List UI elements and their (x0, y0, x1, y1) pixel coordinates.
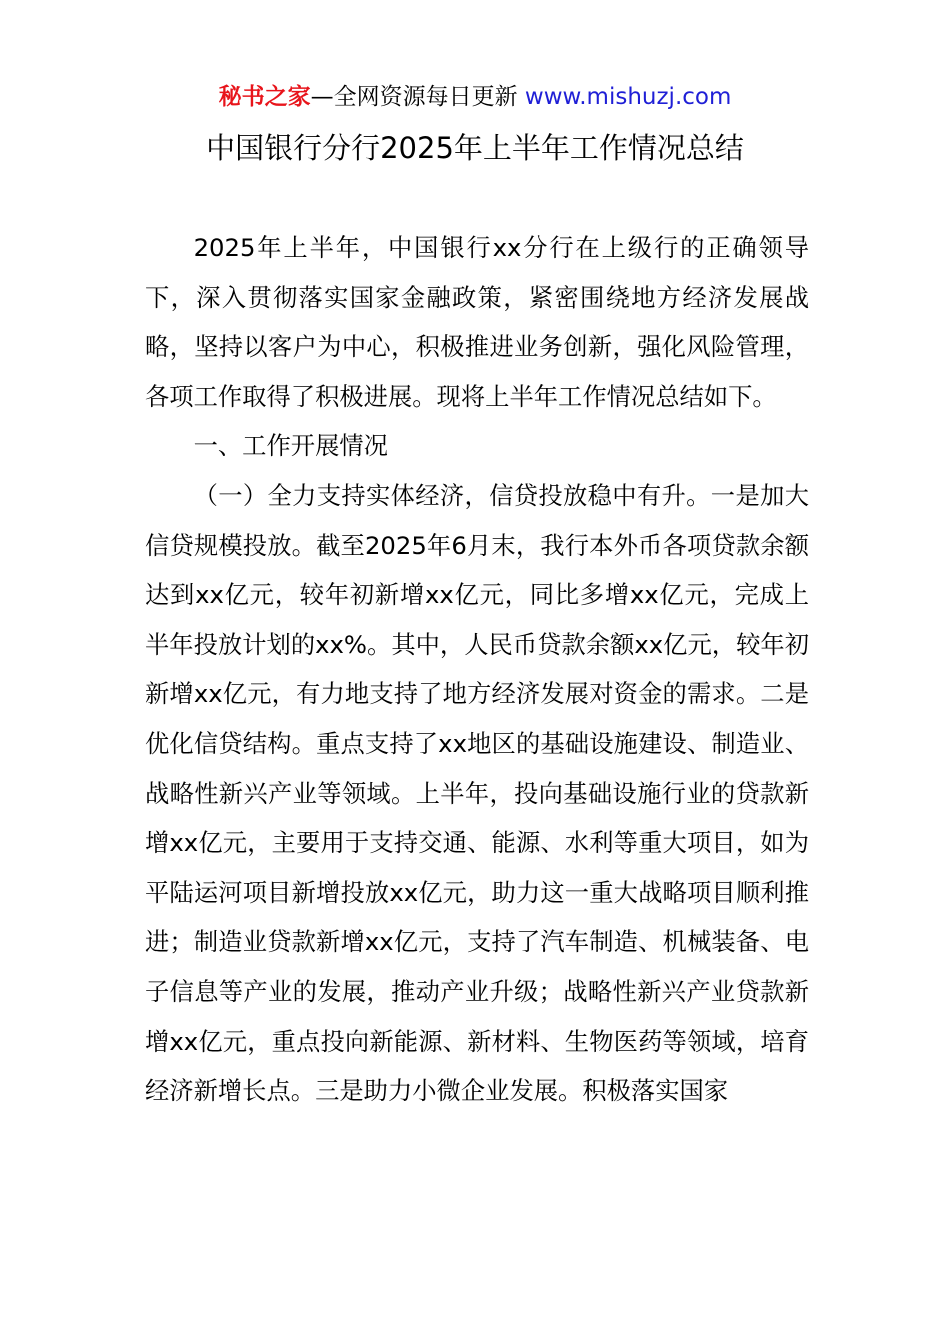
intro-paragraph: 2025年上半年，中国银行xx分行在上级行的正确领导下，深入贯彻落实国家金融政策，紧密围绕地方经济发展战略，坚持以客户为中心，积极推进业务创新，强化风险管理，各项工作取得了积极进展。现将上半年工作情况总结如下。 (145, 233, 809, 411)
section-heading: 一、工作开展情况 (193, 431, 388, 461)
site-url-link[interactable]: www.mishuzj.com (524, 84, 732, 110)
site-header (0, 80, 950, 114)
document-title: 中国银行分行2025年上半年工作情况总结 (206, 131, 744, 165)
header-slogan: —全网资源每日更新 (310, 84, 525, 110)
document-body (145, 223, 809, 1116)
body-paragraph: （一）全力支持实体经济，信贷投放稳中有升。一是加大信贷规模投放。截至2025年6月末，我行本外币各项贷款余额达到xx亿元，较年初新增xx亿元，同比多增xx亿元，完成上半年投放计划的xx%。其中，人民币贷款余额xx亿元，较年初新增xx亿元，有力地支持了地方经济发展对资金的需求。二是优化信贷结构。重点支持了xx地区的基础设施建设、制造业、战略性新兴产业等领域。上半年，投向基础设施行业的贷款新增xx亿元，主要用于支持交通、能源、水利等重大项目，如为平陆运河项目新增投放xx亿元，助力这一重大战略项目顺利推进；制造业贷款新增xx亿元，支持了汽车制造、机械装备、电子信息等产业的发展，推动产业升级；战略性新兴产业贷款新增xx亿元，重点投向新能源、新材料、生物医药等领域，培育经济新增长点。三是助力小微企业发展。积极落实国家 (145, 480, 809, 1106)
brand-name: 秘书之家 (218, 84, 311, 110)
